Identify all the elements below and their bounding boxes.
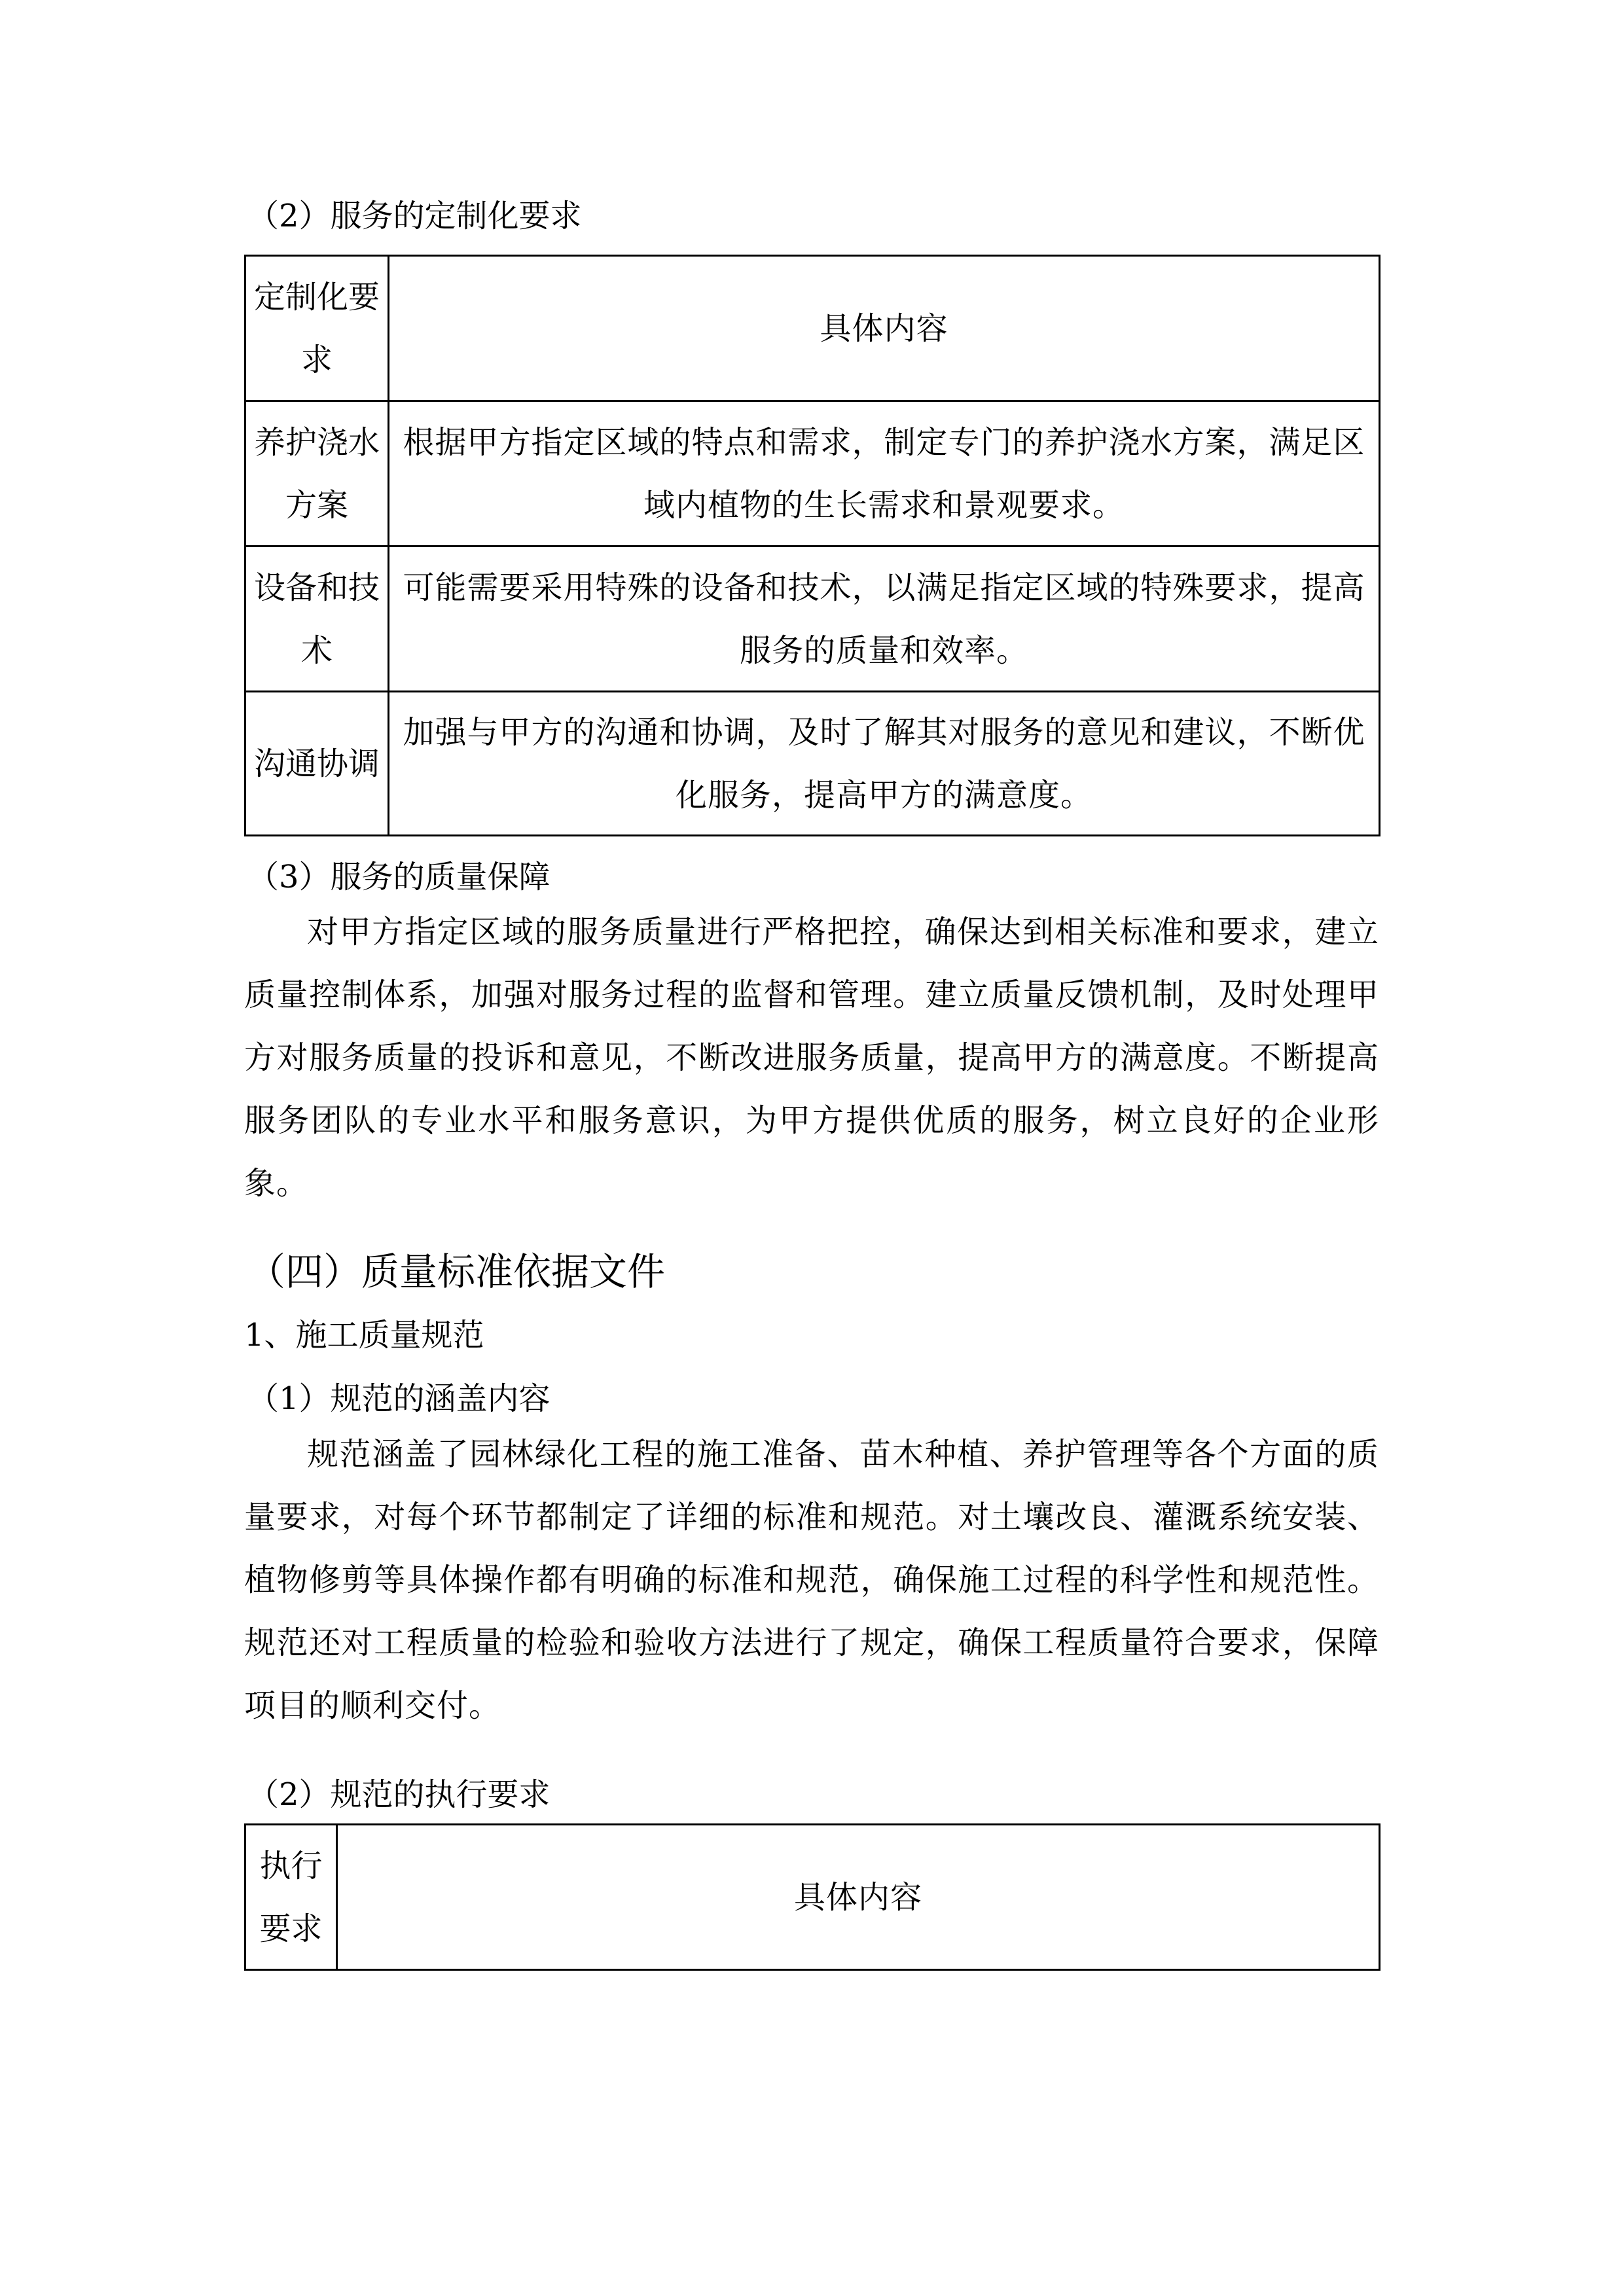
execution-table [244, 1823, 1380, 1971]
item-2-title: （2）规范的执行要求 [247, 1776, 550, 1813]
header-key-cell: 执行要求 [245, 1825, 337, 1970]
row-content-cell: 可能需要采用特殊的设备和技术，以满足指定区域的特殊要求，提高服务的质量和效率。 [389, 547, 1380, 692]
item-1-title: （1）规范的涵盖内容 [247, 1380, 550, 1417]
table-row [245, 401, 1380, 547]
row-key-cell: 养护浇水方案 [245, 401, 389, 547]
table-header-row [245, 256, 1380, 401]
customization-table [244, 255, 1380, 836]
table-row [245, 547, 1380, 692]
section-3-title: （3）服务的质量保障 [247, 859, 550, 895]
table-row [245, 692, 1380, 836]
section-2-title: （2）服务的定制化要求 [247, 198, 582, 234]
quality-assurance-paragraph: 对甲方指定区域的服务质量进行严格把控，确保达到相关标准和要求，建立质量控制体系，加强对服务过程的监督和管理。建立质量反馈机制，及时处理甲方对服务质量的投诉和意见，不断改进服务质量，提高甲方的满意度。不断提高服务团队的专业水平和服务意识，为甲方提供优质的服务，树立良好的企业形象。 [244, 914, 1379, 1202]
section-heading-4: （四）质量标准依据文件 [247, 1249, 666, 1294]
row-content-cell: 加强与甲方的沟通和协调，及时了解其对服务的意见和建议，不断优化服务，提高甲方的满意度。 [389, 692, 1380, 836]
table-header-row [245, 1825, 1380, 1970]
row-content-cell: 根据甲方指定区域的特点和需求，制定专门的养护浇水方案，满足区域内植物的生长需求和景观要求。 [389, 401, 1380, 547]
header-key-cell: 定制化要求 [245, 256, 389, 401]
header-content-cell: 具体内容 [389, 256, 1380, 401]
row-key-cell: 沟通协调 [245, 692, 389, 836]
subsection-1-title: 1、施工质量规范 [244, 1317, 484, 1354]
coverage-paragraph: 规范涵盖了园林绿化工程的施工准备、苗木种植、养护管理等各个方面的质量要求，对每个环节都制定了详细的标准和规范。对土壤改良、灌溉系统安装、植物修剪等具体操作都有明确的标准和规范，确保施工过程的科学性和规范性。规范还对工程质量的检验和验收方法进行了规定，确保工程质量符合要求，保障项目的顺利交付。 [244, 1436, 1379, 1724]
header-content-cell: 具体内容 [337, 1825, 1380, 1970]
row-key-cell: 设备和技术 [245, 547, 389, 692]
